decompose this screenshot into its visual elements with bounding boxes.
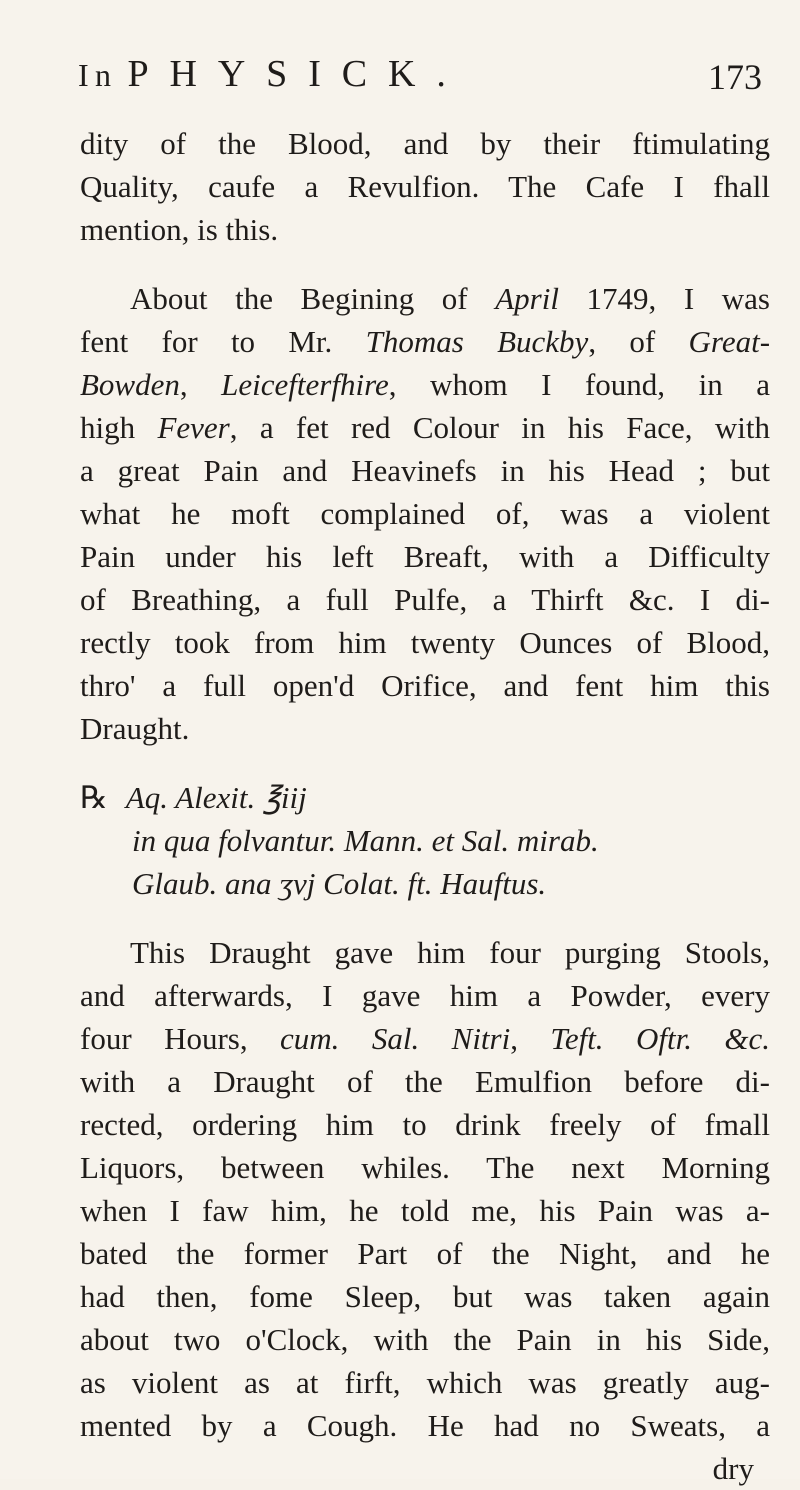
text-line: rectly took from him twenty Ounces of Blood,: [80, 625, 770, 660]
catchword: dry: [712, 1451, 754, 1486]
text-run-italic: Thomas Buckby: [365, 324, 589, 359]
prescription: [80, 776, 770, 905]
text-line: This Draught gave him four purging Stools,: [130, 935, 770, 970]
running-head: [78, 52, 467, 96]
text-run-italic: Aq. Alexit. ℥iij: [125, 780, 307, 815]
text-run: 1749, I was: [558, 281, 770, 316]
running-head-title: PHYSICK.: [127, 53, 467, 95]
text-run: fent for to Mr.: [80, 324, 366, 359]
text-line: with a Draught of the Emulfion before di-: [80, 1064, 770, 1099]
text-line: and afterwards, I gave him a Powder, every: [80, 978, 770, 1013]
paragraph-3: [80, 931, 770, 1490]
text-line: [80, 406, 770, 449]
text-run-italic: Fever: [157, 410, 230, 445]
text-run: ,: [179, 367, 222, 402]
text-run: ,: [510, 1021, 551, 1056]
prescription-line: in qua folvantur. Mann. et Sal. mirab.: [132, 823, 599, 858]
text-run: About the Begining of: [130, 281, 496, 316]
text-run-italic: Teft. Oftr. &c.: [550, 1021, 771, 1056]
text-run: high: [80, 410, 158, 445]
text-line: [80, 277, 770, 320]
text-line: Pain under his left Breaft, with a Difficulty: [80, 539, 770, 574]
prescription-line: Glaub. ana ʒvj Colat. ft. Hauftus.: [132, 866, 547, 901]
paragraph-2: [80, 277, 770, 750]
text-line: about two o'Clock, with the Pain in his Side,: [80, 1322, 770, 1357]
text-run: , a fet red Colour in his Face, with: [229, 410, 770, 445]
text-line: when I faw him, he told me, his Pain was a-: [80, 1193, 770, 1228]
text-line: mention, is this.: [80, 212, 279, 247]
page-number: 173: [708, 57, 762, 97]
text-run: , of: [588, 324, 689, 359]
text-run: , whom I found, in a: [388, 367, 770, 402]
text-run-italic: cum. Sal. Nitri: [280, 1021, 511, 1056]
text-line: as violent as at firft, which was greatly aug-: [80, 1365, 770, 1400]
text-line: Liquors, between whiles. The next Morning: [80, 1150, 770, 1185]
text-line: [80, 363, 770, 406]
text-run-italic: Great-: [688, 324, 771, 359]
text-line: [80, 1017, 770, 1060]
text-line: thro' a full open'd Orifice, and fent him this: [80, 668, 770, 703]
text-line: dity of the Blood, and by their ftimulating: [80, 126, 770, 161]
paragraph-1: [80, 122, 770, 251]
text-line: [80, 320, 770, 363]
text-line: Quality, caufe a Revulfion. The Cafe I fhall: [80, 169, 770, 204]
text-line: a great Pain and Heavinefs in his Head ; but: [80, 453, 770, 488]
text-line: bated the former Part of the Night, and he: [80, 1236, 770, 1271]
text-run-italic: April: [495, 281, 559, 316]
text-line: of Breathing, a full Pulfe, a Thirft &c. I di-: [80, 582, 770, 617]
recipe-icon: ℞: [80, 780, 108, 815]
text-line: mented by a Cough. He had no Sweats, a: [80, 1408, 770, 1443]
prescription-line: [80, 776, 770, 819]
text-line: rected, ordering him to drink freely of fmall: [80, 1107, 770, 1142]
text-run-italic: Leicefterfhire: [221, 367, 389, 402]
running-head-first: In: [78, 57, 118, 93]
text-run: four Hours,: [80, 1021, 281, 1056]
text-line: what he moft complained of, was a violent: [80, 496, 770, 531]
page-header: [78, 52, 798, 102]
text-run-italic: Bowden: [80, 367, 180, 402]
body-text: [80, 122, 770, 1490]
text-line: Draught.: [80, 711, 190, 746]
text-line: had then, fome Sleep, but was taken again: [80, 1279, 770, 1314]
